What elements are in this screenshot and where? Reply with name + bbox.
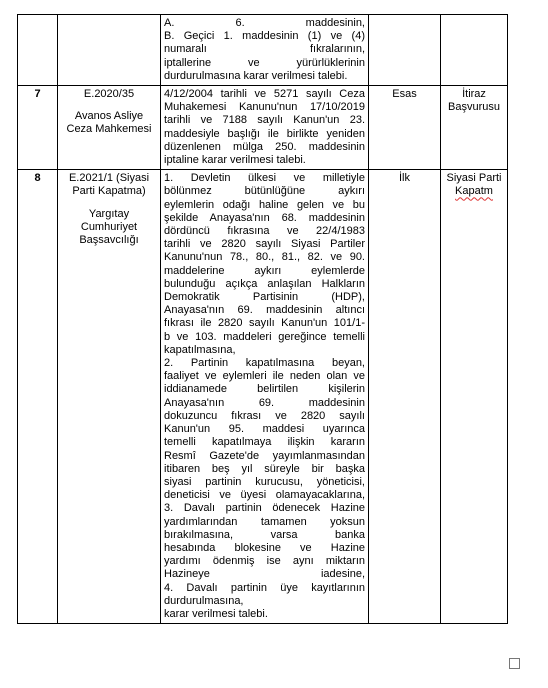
subject-cell (161, 170, 369, 624)
applicant-court-line: Avanos Asliye (74, 110, 144, 123)
subject-line: A. 6. maddesinin, (164, 17, 365, 29)
subject-line: Anayasa'nın 69. maddesinin altıncı (164, 304, 365, 317)
subject-line: karar verilmesi talebi. (164, 607, 268, 620)
review-type-cell: Esas (369, 86, 441, 170)
subject-line: dördüncü fıkrasına ve 22/4/1983 (164, 225, 365, 238)
case-reference-cell (58, 15, 161, 86)
case-reference-cell (58, 86, 161, 170)
case-number-line: E.2020/35 (83, 88, 135, 101)
subject-line: numaralı fıkralarının, (164, 43, 365, 56)
review-type-cell (369, 15, 441, 86)
applicant-court-line: Ceza Mahkemesi (66, 123, 152, 136)
subject-line: 1. Devletin ülkesi ve milletiyle (164, 172, 365, 185)
subject-line: eylemlerin odağı haline gelen ve bu (164, 198, 365, 211)
application-kind-label: İtiraz Başvurusu (448, 88, 500, 114)
applicant-court-line: Başsavcılığı (79, 234, 139, 247)
subject-line: durdurulmasına karar verilmesi talebi. (164, 69, 348, 82)
subject-line: 2. Partinin kapatılmasına beyan, (164, 357, 365, 370)
review-type-cell: İlk (369, 170, 441, 624)
subject-line: Anayasa'nın 69. maddesinin (164, 396, 365, 409)
table-row (18, 86, 508, 170)
subject-line: itibaren beş yıl süreyle bir başka (164, 462, 365, 475)
subject-line: siyasi partinin kurucusu, yöneticisi, (164, 475, 365, 488)
subject-line: Kanunu'nun 78., 80., 81., 82. ve 90. (164, 251, 365, 264)
subject-line: maddelerine aykırı eylemlerde (164, 264, 365, 277)
subject-line: Resmî Gazete'de yayımlanmasından (164, 449, 365, 462)
table-row (18, 170, 508, 624)
applicant-court-line: Cumhuriyet (80, 220, 138, 233)
subject-line: 4/12/2004 tarihli ve 5271 sayılı Ceza (164, 88, 365, 101)
subject-line: durdurulmasına, (164, 594, 244, 607)
application-kind-cell (441, 86, 508, 170)
applicant-court-line: Yargıtay (88, 207, 130, 220)
row-number: 7 (18, 86, 58, 170)
subject-line: b ve 103. maddeleri gereğince temelli (164, 330, 365, 343)
subject-line: 4. Davalı partinin üye kayıtlarının (164, 581, 365, 594)
subject-line: hesabında blokesine ve Hazine (164, 541, 365, 554)
table-row (18, 15, 508, 86)
subject-line: iptallerine ve yürürlüklerinin (164, 56, 365, 69)
subject-line: düzenlenen mülga 250. maddesinin (164, 140, 365, 153)
subject-line: B. Geçici 1. maddesinin (1) ve (4) (164, 30, 365, 43)
subject-line: şekilde Anayasa'nın 68. maddesinin (164, 211, 365, 224)
case-number-line: E.2021/1 (Siyasi (68, 172, 150, 185)
row-number: 8 (18, 170, 58, 624)
subject-line: bölünmez bütünlüğüne aykırı (164, 185, 365, 198)
subject-line: deneticisi ve üyesi olamayacaklarına, (164, 489, 365, 502)
subject-line: dokuzuncu fıkrası ve 2820 sayılı (164, 409, 365, 422)
subject-line: fıkrası ile 2820 sayılı Kanun'un 101/1- (164, 317, 365, 330)
end-of-table-marker (509, 658, 520, 669)
applications-table (17, 14, 508, 624)
application-kind-cell (441, 170, 508, 624)
subject-line: tarihli ve 2820 sayılı Siyasi Partiler (164, 238, 365, 251)
subject-line: Muhakemesi Kanunu'nun 17/10/2019 (164, 101, 365, 114)
subject-line: 3. Davalı partinin ödenecek Hazine (164, 502, 365, 515)
application-kind-cell (441, 15, 508, 86)
case-number-line: Parti Kapatma) (72, 185, 146, 198)
subject-line: faaliyet ve eylemleri ile neden olan ve (164, 370, 365, 383)
subject-line: bulunduğu açıkça anlaşılan Halkların (164, 277, 365, 290)
application-kind-label: Siyasi Parti Kapatm (446, 172, 502, 198)
subject-line: Demokratik Partisinin (HDP), (164, 291, 365, 304)
subject-line: iptaline karar verilmesi talebi. (164, 154, 306, 167)
subject-line: bırakılmasına, varsa banka (164, 528, 365, 541)
subject-line: Hazineye iadesine, (164, 568, 365, 581)
subject-line: tarihli ve 7188 sayılı Kanun'un 23. (164, 114, 365, 127)
subject-line: yardımlarından tamamen yoksun (164, 515, 365, 528)
subject-line: Kanun'un 95. maddesi uyarınca (164, 423, 365, 436)
row-number (18, 15, 58, 86)
subject-cell (161, 86, 369, 170)
subject-line: iddianamede belirtilen kişilerin (164, 383, 365, 396)
subject-line: temelli kapatılmaya ilişkin kararın (164, 436, 365, 449)
case-reference-cell (58, 170, 161, 624)
subject-line: yardımı ödenmiş ise aynı miktarın (164, 555, 365, 568)
subject-cell (161, 15, 369, 86)
subject-line: kapatılmasına, (164, 343, 236, 356)
subject-line: maddesiyle başlığı ile birlikte yeniden (164, 127, 365, 140)
